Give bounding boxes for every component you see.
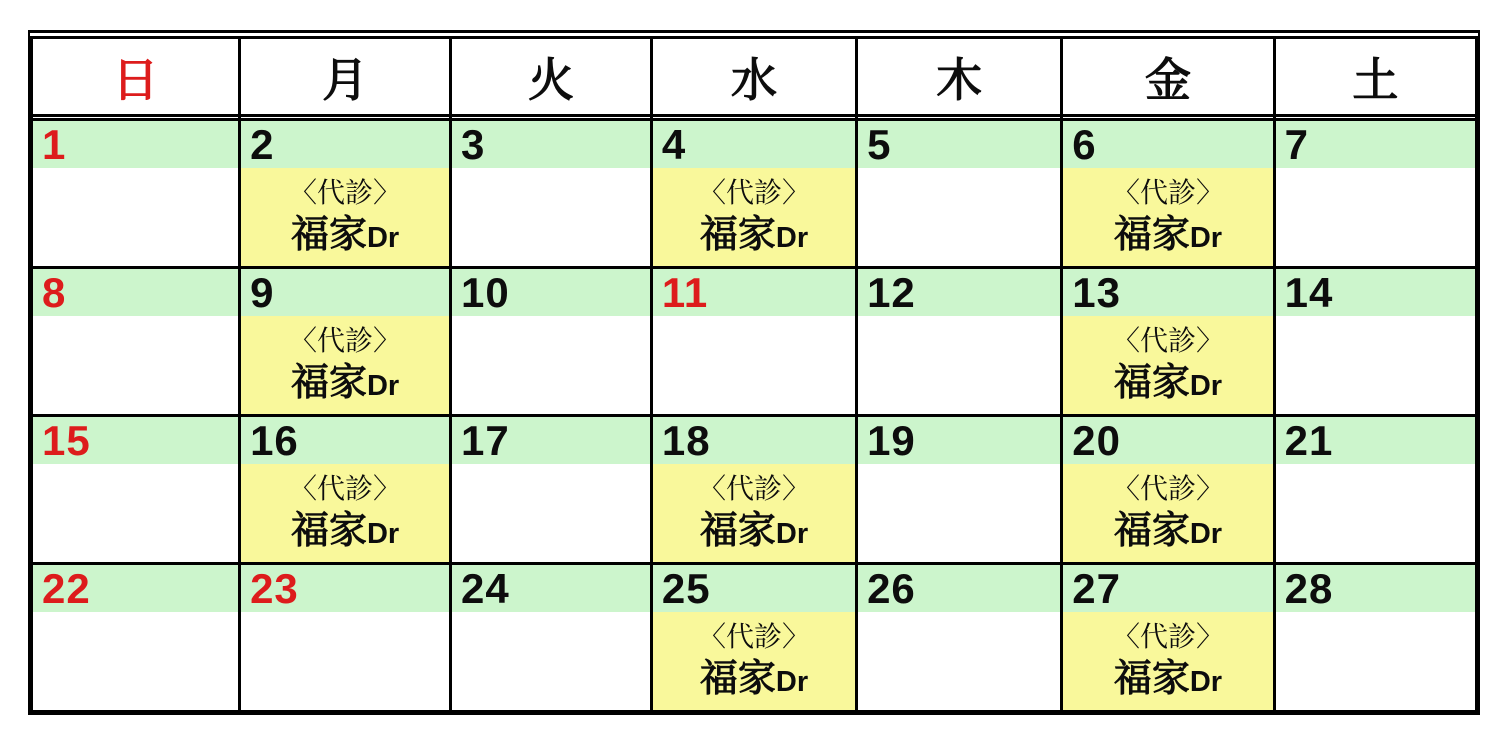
week-row-1	[32, 120, 1477, 268]
day-cell-1	[32, 120, 240, 268]
day-cell-15	[32, 416, 240, 564]
note-label: 〈代診〉	[1111, 620, 1224, 652]
day-cell-23	[240, 564, 451, 712]
doctor-name: 福家Dr	[699, 510, 809, 553]
week-row-2	[32, 268, 1477, 416]
note-label: 〈代診〉	[289, 324, 402, 356]
date-number: 20	[1072, 417, 1121, 464]
day-cell-12	[857, 268, 1062, 416]
substitute-doctor-note	[653, 464, 855, 562]
date-number: 22	[42, 565, 91, 612]
doctor-suffix: Dr	[1189, 222, 1223, 255]
doctor-name: 福家Dr	[699, 214, 809, 257]
date-number: 5	[867, 121, 892, 168]
day-cell-19	[857, 416, 1062, 564]
doctor-suffix: Dr	[366, 518, 400, 551]
date-number: 23	[250, 565, 299, 612]
substitute-doctor-note	[653, 168, 855, 266]
doctor-name: 福家Dr	[1113, 658, 1223, 701]
date-number: 17	[461, 417, 510, 464]
weekday-header-row	[32, 38, 1477, 116]
note-label: 〈代診〉	[1111, 324, 1224, 356]
date-number: 28	[1284, 565, 1334, 612]
day-cell-22	[32, 564, 240, 712]
day-cell-24	[451, 564, 652, 712]
weekday-friday: 金	[1062, 38, 1274, 116]
substitute-doctor-note	[653, 612, 855, 710]
date-number: 21	[1284, 417, 1334, 464]
doctor-name: 福家Dr	[1113, 362, 1223, 405]
date-number: 24	[461, 565, 510, 612]
monthly-schedule-table	[30, 36, 1478, 713]
date-number: 4	[661, 121, 687, 168]
calendar-table	[28, 30, 1480, 715]
note-label: 〈代診〉	[697, 620, 810, 652]
day-cell-21	[1274, 416, 1476, 564]
doctor-name: 福家Dr	[290, 510, 400, 553]
doctor-name: 福家Dr	[699, 658, 809, 701]
day-cell-10	[451, 268, 652, 416]
note-label: 〈代診〉	[697, 472, 810, 504]
week-row-3	[32, 416, 1477, 564]
substitute-doctor-note	[1063, 316, 1272, 414]
date-number: 25	[661, 565, 711, 612]
doctor-suffix: Dr	[775, 518, 809, 551]
day-cell-18	[651, 416, 856, 564]
weekday-monday: 月	[240, 38, 451, 116]
date-number: 3	[461, 121, 486, 168]
date-number: 12	[867, 269, 916, 316]
day-cell-13	[1062, 268, 1274, 416]
day-cell-2	[240, 120, 451, 268]
day-cell-16	[240, 416, 451, 564]
weekday-sunday: 日	[32, 38, 240, 116]
substitute-doctor-note	[1063, 612, 1272, 710]
date-number: 8	[42, 269, 67, 316]
weekday-saturday: 土	[1274, 38, 1476, 116]
date-number: 7	[1284, 121, 1310, 168]
doctor-name: 福家Dr	[1113, 214, 1223, 257]
substitute-doctor-note	[241, 168, 449, 266]
note-label: 〈代診〉	[697, 176, 810, 208]
date-number: 16	[250, 417, 299, 464]
day-cell-14	[1274, 268, 1476, 416]
doctor-suffix: Dr	[1189, 518, 1223, 551]
day-cell-27	[1062, 564, 1274, 712]
doctor-name: 福家Dr	[290, 214, 400, 257]
doctor-suffix: Dr	[366, 370, 400, 403]
day-cell-17	[451, 416, 652, 564]
day-cell-25	[651, 564, 856, 712]
date-number: 15	[42, 417, 91, 464]
weekday-wednesday: 水	[651, 38, 856, 116]
day-cell-7	[1274, 120, 1476, 268]
doctor-name: 福家Dr	[1113, 510, 1223, 553]
date-number: 26	[867, 565, 916, 612]
date-number: 2	[250, 121, 275, 168]
day-cell-8	[32, 268, 240, 416]
date-number: 1	[42, 121, 67, 168]
day-cell-6	[1062, 120, 1274, 268]
day-cell-5	[857, 120, 1062, 268]
doctor-name: 福家Dr	[290, 362, 400, 405]
date-number: 10	[461, 269, 510, 316]
note-label: 〈代診〉	[1111, 472, 1224, 504]
day-cell-20	[1062, 416, 1274, 564]
date-number: 27	[1072, 565, 1121, 612]
note-label: 〈代診〉	[289, 176, 402, 208]
doctor-suffix: Dr	[1189, 666, 1223, 699]
date-number: 11	[661, 269, 709, 316]
doctor-suffix: Dr	[366, 222, 400, 255]
day-cell-3	[451, 120, 652, 268]
date-number: 9	[250, 269, 275, 316]
doctor-suffix: Dr	[775, 222, 809, 255]
substitute-doctor-note	[1063, 168, 1272, 266]
doctor-suffix: Dr	[775, 666, 809, 699]
day-cell-4	[651, 120, 856, 268]
note-label: 〈代診〉	[1111, 176, 1224, 208]
day-cell-26	[857, 564, 1062, 712]
date-number: 19	[867, 417, 916, 464]
weekday-tuesday: 火	[451, 38, 652, 116]
substitute-doctor-note	[1063, 464, 1272, 562]
date-number: 18	[661, 417, 711, 464]
weekday-thursday: 木	[857, 38, 1062, 116]
week-row-4	[32, 564, 1477, 712]
date-number: 13	[1072, 269, 1121, 316]
date-number: 14	[1284, 269, 1334, 316]
day-cell-28	[1274, 564, 1476, 712]
doctor-suffix: Dr	[1189, 370, 1223, 403]
substitute-doctor-note	[241, 316, 449, 414]
substitute-doctor-note	[241, 464, 449, 562]
date-number: 6	[1072, 121, 1097, 168]
day-cell-9	[240, 268, 451, 416]
day-cell-11	[651, 268, 856, 416]
note-label: 〈代診〉	[289, 472, 402, 504]
